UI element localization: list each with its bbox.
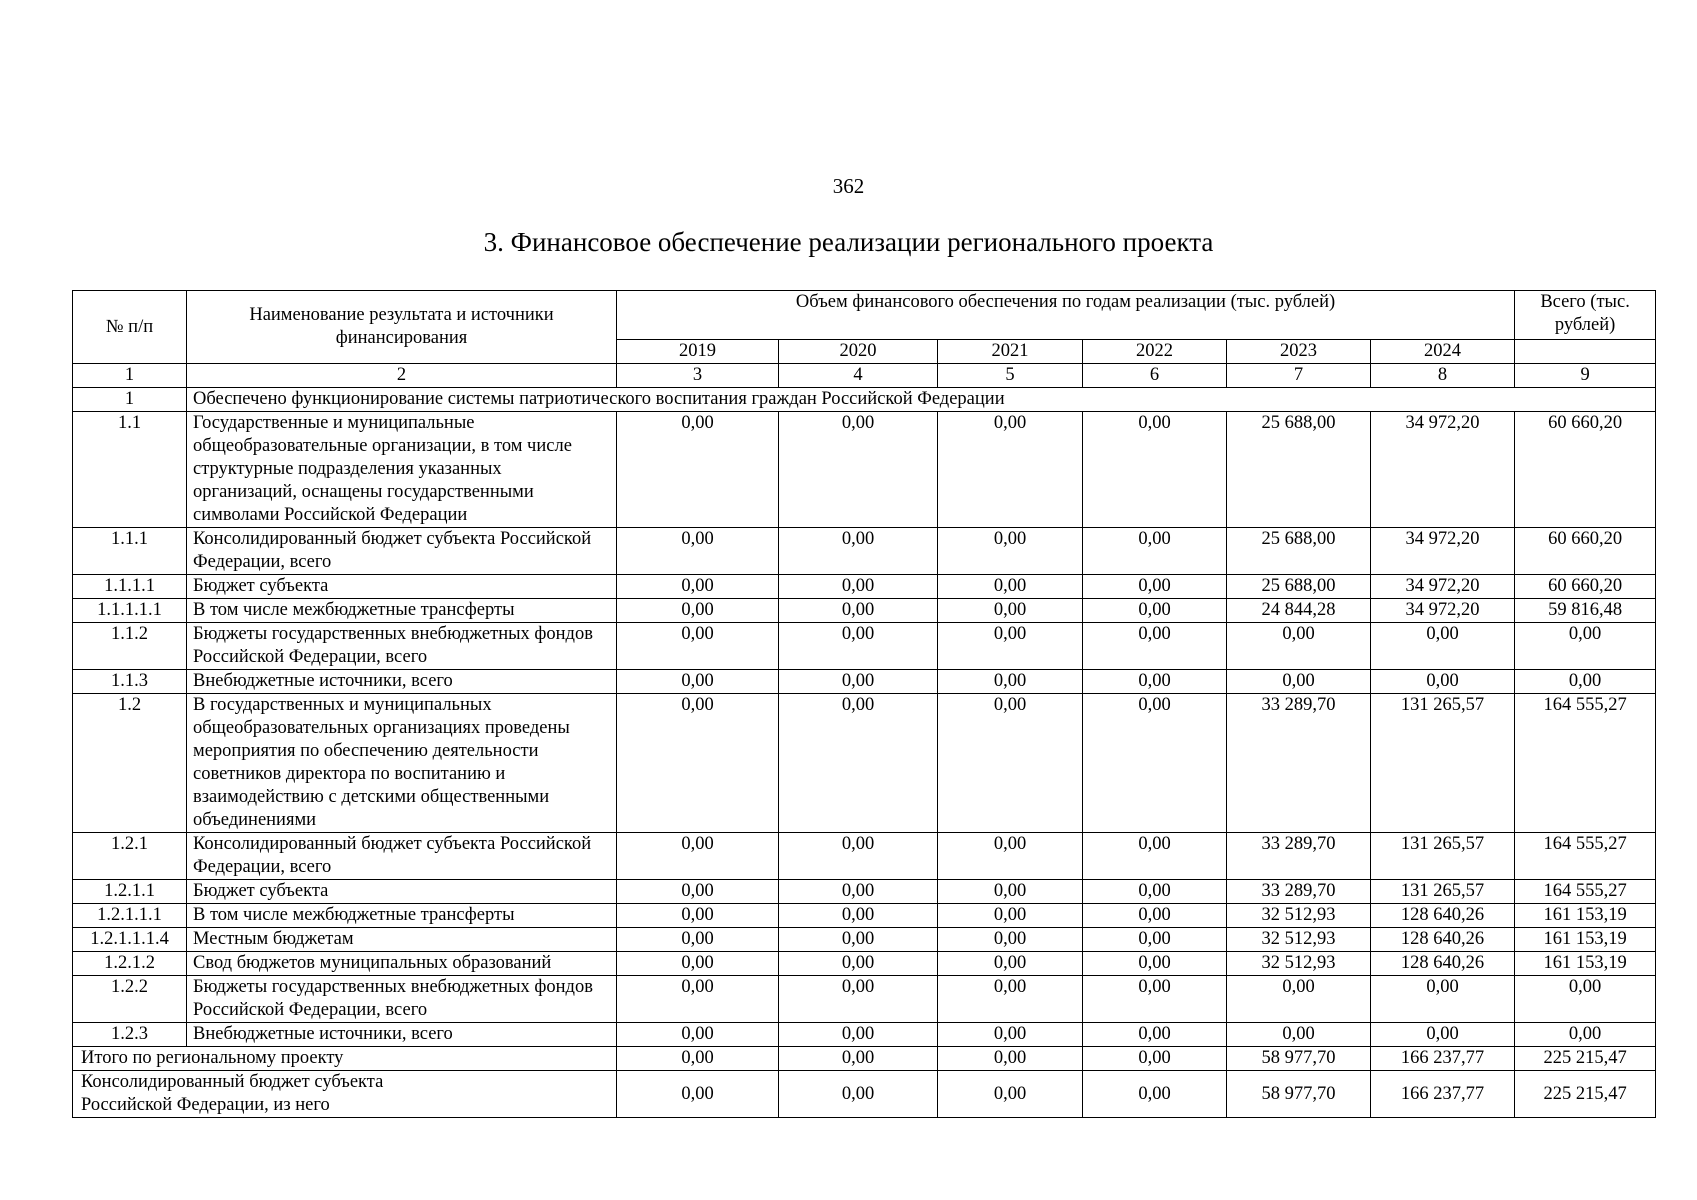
row-value: 0,00 <box>1083 976 1227 1023</box>
row-num: 1.2.1 <box>73 833 187 880</box>
row-num: 1.2.1.1.1.4 <box>73 928 187 952</box>
table-row <box>73 1023 1656 1047</box>
row-value: 0,00 <box>938 1023 1083 1047</box>
row-value: 0,00 <box>938 412 1083 528</box>
row-value: 0,00 <box>779 976 938 1023</box>
row-name: Государственные и муниципальные общеобразовательные организации, в том числе структурные подразделения указанных организаций, оснащены государственными символами Российской Федерации <box>187 412 617 528</box>
row-value: 0,00 <box>1083 833 1227 880</box>
header-name: Наименование результата и источники финансирования <box>187 291 617 364</box>
row-value: 161 153,19 <box>1515 928 1656 952</box>
row-value: 0,00 <box>1083 952 1227 976</box>
row-value: 60 660,20 <box>1515 528 1656 575</box>
table-row <box>73 694 1656 833</box>
page-number: 362 <box>832 174 865 198</box>
row-value: 0,00 <box>1083 670 1227 694</box>
row-value: 164 555,27 <box>1515 880 1656 904</box>
row-value: 0,00 <box>779 412 938 528</box>
column-number: 4 <box>779 364 938 388</box>
row-value: 0,00 <box>1371 976 1515 1023</box>
financing-table <box>72 290 1656 1118</box>
total-value: 225 215,47 <box>1515 1071 1656 1118</box>
row-value: 0,00 <box>779 599 938 623</box>
row-value: 0,00 <box>617 599 779 623</box>
total-label <box>73 1071 617 1118</box>
row-value: 0,00 <box>617 623 779 670</box>
total-value: 166 237,77 <box>1371 1071 1515 1118</box>
header-year: 2023 <box>1227 340 1371 364</box>
row-value: 0,00 <box>938 952 1083 976</box>
row-value: 0,00 <box>779 623 938 670</box>
row-value: 0,00 <box>938 694 1083 833</box>
row-num: 1.1.2 <box>73 623 187 670</box>
row-value: 0,00 <box>1515 670 1656 694</box>
total-value: 0,00 <box>779 1047 938 1071</box>
row-value: 161 153,19 <box>1515 952 1656 976</box>
table-row <box>73 952 1656 976</box>
total-value: 58 977,70 <box>1227 1071 1371 1118</box>
row-value: 0,00 <box>938 575 1083 599</box>
row-value: 25 688,00 <box>1227 528 1371 575</box>
row-value: 0,00 <box>617 833 779 880</box>
row-value: 0,00 <box>1515 1023 1656 1047</box>
row-num: 1.2.3 <box>73 1023 187 1047</box>
row-value: 0,00 <box>1227 976 1371 1023</box>
row-name: В том числе межбюджетные трансферты <box>187 599 617 623</box>
table-row <box>73 599 1656 623</box>
row-value: 0,00 <box>617 670 779 694</box>
total-value: 0,00 <box>938 1071 1083 1118</box>
row-value: 34 972,20 <box>1371 528 1515 575</box>
column-number-row <box>73 364 1656 388</box>
row-name: Бюджет субъекта <box>187 575 617 599</box>
column-number: 8 <box>1371 364 1515 388</box>
total-row <box>73 1047 1656 1071</box>
row-value: 0,00 <box>617 1023 779 1047</box>
header-total: Всего (тыс. рублей) <box>1515 291 1656 340</box>
section-label: Обеспечено функционирование системы патриотического воспитания граждан Российской Федерации <box>187 388 1656 412</box>
total-value: 0,00 <box>617 1047 779 1071</box>
row-num: 1.2.1.2 <box>73 952 187 976</box>
row-value: 0,00 <box>1083 575 1227 599</box>
total-label-text: Консолидированный бюджет субъекта Российской Федерации, из него <box>81 1072 384 1115</box>
header-year: 2020 <box>779 340 938 364</box>
row-value: 0,00 <box>1371 670 1515 694</box>
row-value: 60 660,20 <box>1515 575 1656 599</box>
row-value: 0,00 <box>938 599 1083 623</box>
row-value: 0,00 <box>938 880 1083 904</box>
row-name: Внебюджетные источники, всего <box>187 1023 617 1047</box>
row-name: Бюджеты государственных внебюджетных фондов Российской Федерации, всего <box>187 976 617 1023</box>
table-row <box>73 623 1656 670</box>
row-value: 128 640,26 <box>1371 904 1515 928</box>
row-value: 131 265,57 <box>1371 833 1515 880</box>
row-value: 32 512,93 <box>1227 904 1371 928</box>
table-row <box>73 412 1656 528</box>
row-num: 1.2 <box>73 694 187 833</box>
row-value: 0,00 <box>938 670 1083 694</box>
row-value: 0,00 <box>779 1023 938 1047</box>
column-number: 5 <box>938 364 1083 388</box>
total-value: 166 237,77 <box>1371 1047 1515 1071</box>
row-value: 0,00 <box>1083 623 1227 670</box>
row-value: 25 688,00 <box>1227 575 1371 599</box>
row-value: 0,00 <box>1515 623 1656 670</box>
row-value: 60 660,20 <box>1515 412 1656 528</box>
row-num: 1.1.1 <box>73 528 187 575</box>
row-value: 164 555,27 <box>1515 833 1656 880</box>
row-value: 0,00 <box>938 928 1083 952</box>
row-value: 131 265,57 <box>1371 694 1515 833</box>
row-value: 0,00 <box>938 976 1083 1023</box>
row-value: 128 640,26 <box>1371 928 1515 952</box>
row-value: 0,00 <box>1083 928 1227 952</box>
section-num: 1 <box>73 388 187 412</box>
row-num: 1.2.1.1.1 <box>73 904 187 928</box>
row-value: 34 972,20 <box>1371 575 1515 599</box>
row-num: 1.1.3 <box>73 670 187 694</box>
header-volume: Объем финансового обеспечения по годам реализации (тыс. рублей) <box>617 291 1515 340</box>
row-value: 0,00 <box>617 694 779 833</box>
row-value: 33 289,70 <box>1227 694 1371 833</box>
total-value: 0,00 <box>1083 1071 1227 1118</box>
row-value: 34 972,20 <box>1371 412 1515 528</box>
row-value: 0,00 <box>938 528 1083 575</box>
row-value: 0,00 <box>938 623 1083 670</box>
row-name: Бюджет субъекта <box>187 880 617 904</box>
header-year: 2019 <box>617 340 779 364</box>
table-row <box>73 528 1656 575</box>
row-value: 131 265,57 <box>1371 880 1515 904</box>
row-name: В государственных и муниципальных общеобразовательных организациях проведены мероприятия по обеспечению деятельности советников директора по воспитанию и взаимодействию с детскими общественными объединениями <box>187 694 617 833</box>
total-value: 58 977,70 <box>1227 1047 1371 1071</box>
table-row <box>73 904 1656 928</box>
total-value: 0,00 <box>938 1047 1083 1071</box>
row-value: 0,00 <box>617 575 779 599</box>
row-value: 0,00 <box>779 670 938 694</box>
row-value: 0,00 <box>617 412 779 528</box>
row-value: 0,00 <box>1083 599 1227 623</box>
row-value: 0,00 <box>779 833 938 880</box>
row-value: 0,00 <box>617 528 779 575</box>
row-name: Консолидированный бюджет субъекта Российской Федерации, всего <box>187 528 617 575</box>
total-label: Итого по региональному проекту <box>73 1047 617 1071</box>
row-value: 25 688,00 <box>1227 412 1371 528</box>
row-num: 1.1.1.1.1 <box>73 599 187 623</box>
row-value: 24 844,28 <box>1227 599 1371 623</box>
table-row <box>73 575 1656 599</box>
row-value: 0,00 <box>617 952 779 976</box>
section-title: 3. Финансовое обеспечение реализации регионального проекта <box>483 227 1214 257</box>
row-value: 0,00 <box>617 976 779 1023</box>
total-row <box>73 1071 1656 1118</box>
row-value: 0,00 <box>1515 976 1656 1023</box>
row-value: 0,00 <box>779 904 938 928</box>
total-value: 0,00 <box>779 1071 938 1118</box>
header-year: 2021 <box>938 340 1083 364</box>
table-row <box>73 670 1656 694</box>
row-name: Консолидированный бюджет субъекта Российской Федерации, всего <box>187 833 617 880</box>
row-value: 164 555,27 <box>1515 694 1656 833</box>
table-row <box>73 976 1656 1023</box>
column-number: 9 <box>1515 364 1656 388</box>
row-value: 33 289,70 <box>1227 833 1371 880</box>
row-value: 0,00 <box>1083 904 1227 928</box>
row-value: 0,00 <box>938 904 1083 928</box>
row-num: 1.2.2 <box>73 976 187 1023</box>
row-name: В том числе межбюджетные трансферты <box>187 904 617 928</box>
total-value: 225 215,47 <box>1515 1047 1656 1071</box>
column-number: 7 <box>1227 364 1371 388</box>
row-value: 32 512,93 <box>1227 952 1371 976</box>
row-value: 59 816,48 <box>1515 599 1656 623</box>
header-total-empty <box>1515 340 1656 364</box>
row-name: Внебюджетные источники, всего <box>187 670 617 694</box>
section-row <box>73 388 1656 412</box>
column-number: 3 <box>617 364 779 388</box>
row-num: 1.1 <box>73 412 187 528</box>
row-value: 32 512,93 <box>1227 928 1371 952</box>
header-year: 2022 <box>1083 340 1227 364</box>
row-value: 0,00 <box>938 833 1083 880</box>
row-value: 0,00 <box>1083 412 1227 528</box>
column-number: 2 <box>187 364 617 388</box>
row-num: 1.1.1.1 <box>73 575 187 599</box>
row-value: 0,00 <box>779 880 938 904</box>
row-value: 0,00 <box>1083 528 1227 575</box>
row-value: 0,00 <box>1227 670 1371 694</box>
row-value: 0,00 <box>1227 623 1371 670</box>
row-value: 128 640,26 <box>1371 952 1515 976</box>
row-value: 0,00 <box>1083 880 1227 904</box>
row-value: 34 972,20 <box>1371 599 1515 623</box>
table-row <box>73 880 1656 904</box>
row-value: 0,00 <box>617 928 779 952</box>
row-value: 0,00 <box>617 904 779 928</box>
total-value: 0,00 <box>617 1071 779 1118</box>
header-year: 2024 <box>1371 340 1515 364</box>
row-value: 0,00 <box>779 528 938 575</box>
table-row <box>73 833 1656 880</box>
row-value: 0,00 <box>1227 1023 1371 1047</box>
row-name: Местным бюджетам <box>187 928 617 952</box>
total-value: 0,00 <box>1083 1047 1227 1071</box>
row-value: 161 153,19 <box>1515 904 1656 928</box>
row-name: Свод бюджетов муниципальных образований <box>187 952 617 976</box>
row-value: 33 289,70 <box>1227 880 1371 904</box>
row-value: 0,00 <box>617 880 779 904</box>
row-value: 0,00 <box>1371 623 1515 670</box>
header-num: № п/п <box>73 291 187 364</box>
row-name: Бюджеты государственных внебюджетных фондов Российской Федерации, всего <box>187 623 617 670</box>
column-number: 1 <box>73 364 187 388</box>
column-number: 6 <box>1083 364 1227 388</box>
row-num: 1.2.1.1 <box>73 880 187 904</box>
row-value: 0,00 <box>779 952 938 976</box>
row-value: 0,00 <box>779 575 938 599</box>
row-value: 0,00 <box>1083 1023 1227 1047</box>
row-value: 0,00 <box>779 694 938 833</box>
table-row <box>73 928 1656 952</box>
row-value: 0,00 <box>1371 1023 1515 1047</box>
row-value: 0,00 <box>779 928 938 952</box>
row-value: 0,00 <box>1083 694 1227 833</box>
